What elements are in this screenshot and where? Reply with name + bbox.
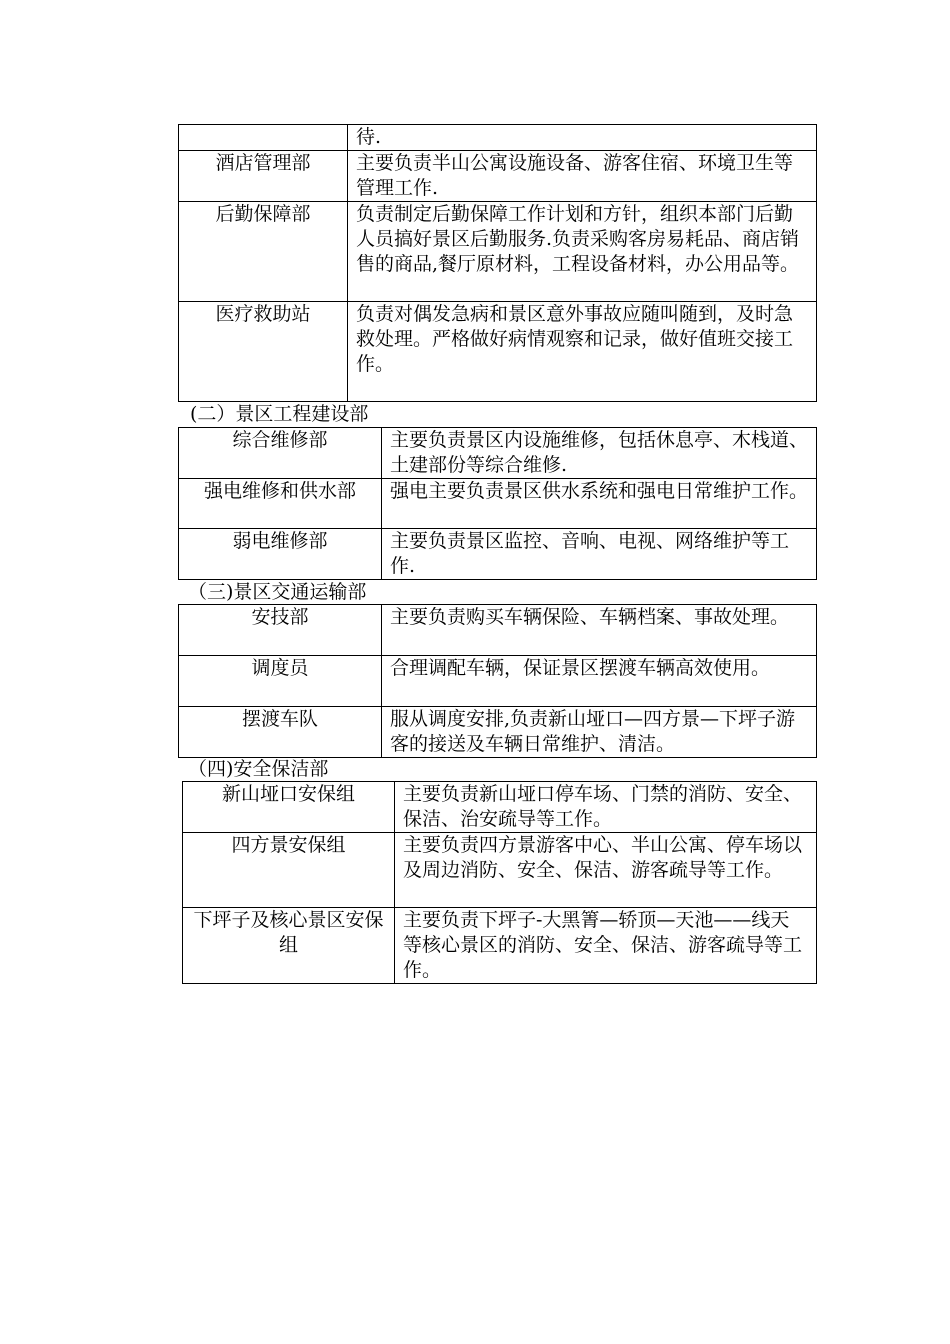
department-table-3 [178,604,817,758]
department-name [179,125,348,151]
department-table-2 [178,427,817,580]
department-description: 服从调度安排,负责新山垭口—四方景—下坪子游客的接送及车辆日常维护、清洁。 [382,707,817,758]
section-heading: (二）景区工程建设部 [190,403,369,425]
department-description: 合理调配车辆，保证景区摆渡车辆高效使用。 [382,656,817,707]
table-row [179,202,817,302]
table-row [183,782,817,833]
table-row [183,833,817,908]
section-heading: （四)安全保洁部 [188,758,329,780]
department-name: 后勤保障部 [179,202,348,302]
department-description: 主要负责新山垭口停车场、门禁的消防、安全、保洁、治安疏导等工作。 [395,782,817,833]
table-row [179,529,817,580]
department-name: 酒店管理部 [179,151,348,202]
department-description: 待. [348,125,817,151]
department-description: 主要负责半山公寓设施设备、游客住宿、环境卫生等管理工作. [348,151,817,202]
department-name: 医疗救助站 [179,302,348,402]
department-name: 四方景安保组 [183,833,395,908]
department-name: 强电维修和供水部 [179,479,382,529]
table-row [179,125,817,151]
department-name: 安技部 [179,605,382,656]
department-table-1 [178,124,817,402]
department-description: 主要负责购买车辆保险、车辆档案、事故处理。 [382,605,817,656]
department-description: 负责对偶发急病和景区意外事故应随叫随到，及时急救处理。严格做好病情观察和记录，做好值班交接工作。 [348,302,817,402]
table-row [179,707,817,758]
table-row [179,302,817,402]
department-name: 新山垭口安保组 [183,782,395,833]
department-name: 弱电维修部 [179,529,382,580]
department-description: 主要负责景区监控、音响、电视、网络维护等工作. [382,529,817,580]
section-heading: （三)景区交通运输部 [188,581,367,603]
table-row [179,428,817,479]
department-name: 综合维修部 [179,428,382,479]
table-row [179,605,817,656]
department-description: 负责制定后勤保障工作计划和方针，组织本部门后勤人员搞好景区后勤服务.负责采购客房易耗品、商店销售的商品,餐厅原材料，工程设备材料，办公用品等。 [348,202,817,302]
department-name: 下坪子及核心景区安保组 [183,908,395,984]
table-row [179,479,817,529]
department-description: 主要负责景区内设施维修，包括休息亭、木栈道、土建部份等综合维修. [382,428,817,479]
department-description: 强电主要负责景区供水系统和强电日常维护工作。 [382,479,817,529]
department-table-4 [182,781,817,984]
department-name: 摆渡车队 [179,707,382,758]
department-description: 主要负责四方景游客中心、半山公寓、停车场以及周边消防、安全、保洁、游客疏导等工作。 [395,833,817,908]
department-name: 调度员 [179,656,382,707]
table-row [183,908,817,984]
table-row [179,656,817,707]
table-row [179,151,817,202]
department-description: 主要负责下坪子-大黑箐—轿顶—天池——线天等核心景区的消防、安全、保洁、游客疏导等工作。 [395,908,817,984]
